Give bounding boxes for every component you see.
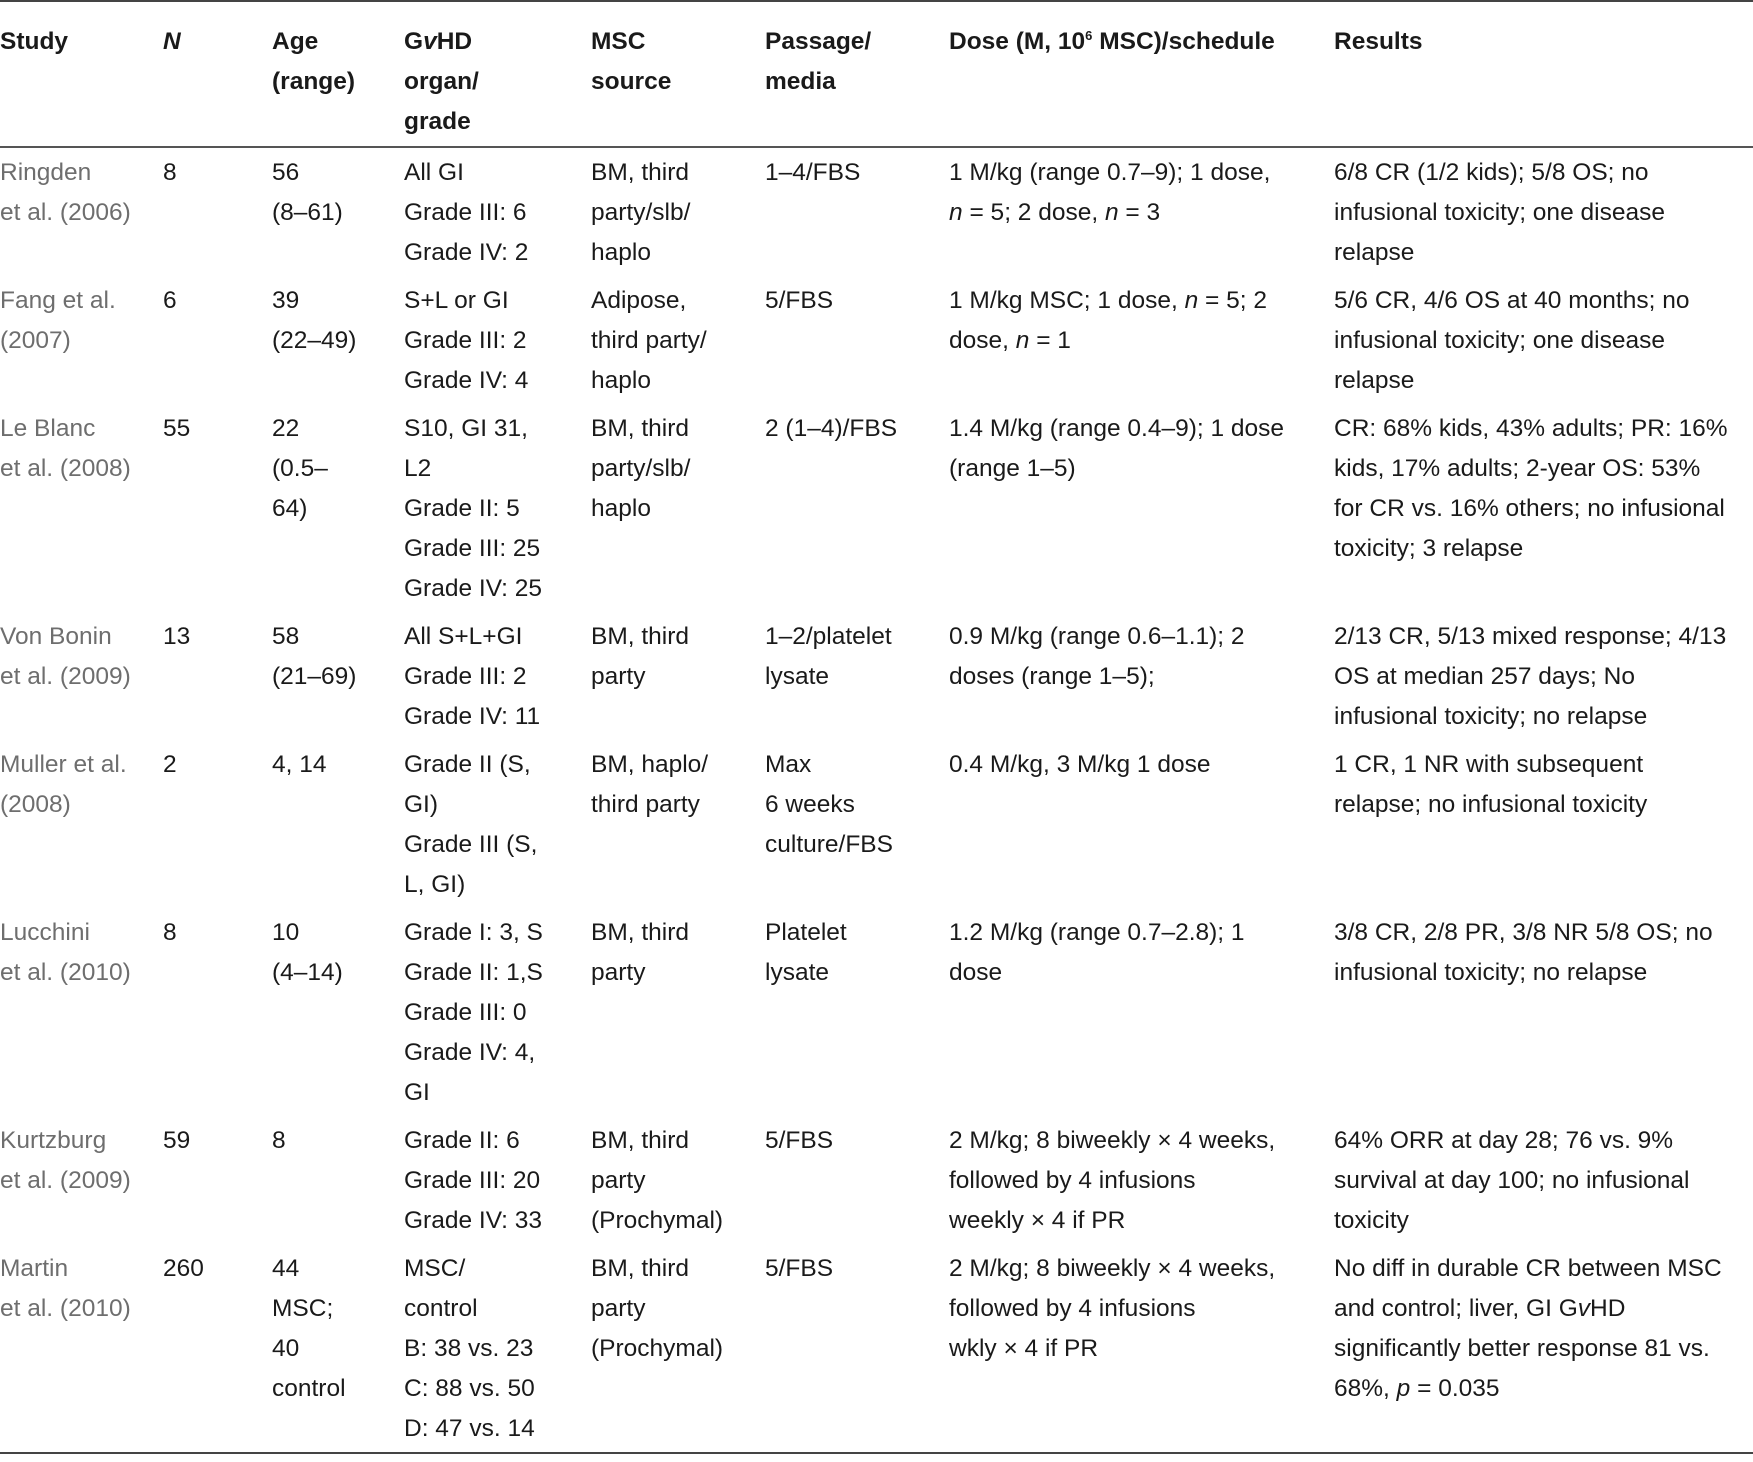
age-cell	[272, 404, 404, 612]
header-study	[0, 1, 163, 147]
gvhd-organ-grade-cell-line: Grade II: 1,S	[404, 959, 543, 986]
passage-media-cell	[765, 1244, 949, 1453]
results-cell-line: toxicity	[1334, 1207, 1409, 1234]
dose-schedule-cell	[949, 276, 1334, 404]
passage-media-cell-line: 5/FBS	[765, 1127, 834, 1154]
results-cell-line: significantly better response 81 vs.	[1334, 1335, 1710, 1362]
msc-source-cell	[591, 1244, 765, 1453]
dose-schedule-cell-line: dose, n = 1	[949, 327, 1071, 354]
study-cell-line: et al. (2006)	[0, 199, 131, 226]
header-age	[272, 1, 404, 147]
passage-media-cell-line: 1–4/FBS	[765, 159, 861, 186]
dose-schedule-cell-line: doses (range 1–5);	[949, 663, 1155, 690]
gvhd-organ-grade-cell	[404, 740, 591, 908]
results-cell-line: 1 CR, 1 NR with subsequent	[1334, 751, 1644, 778]
results-cell	[1334, 908, 1753, 1116]
dose-schedule-cell	[949, 147, 1334, 276]
header-study-line: Study	[0, 28, 69, 55]
header-gvhd-organ-grade-line: organ/	[404, 68, 479, 95]
dose-schedule-cell	[949, 404, 1334, 612]
header-dose-schedule	[949, 1, 1334, 147]
study-cell	[0, 1244, 163, 1453]
dose-schedule-cell	[949, 908, 1334, 1116]
results-cell-line: infusional toxicity; no relapse	[1334, 959, 1648, 986]
header-gvhd-organ-grade-line: grade	[404, 108, 471, 135]
msc-source-cell-line: party/slb/	[591, 199, 691, 226]
passage-media-cell-line: 5/FBS	[765, 1255, 834, 1282]
age-cell-line: 40	[272, 1335, 300, 1362]
gvhd-organ-grade-cell-line: GI	[404, 1079, 430, 1106]
gvhd-organ-grade-cell	[404, 404, 591, 612]
passage-media-cell-line: lysate	[765, 959, 830, 986]
results-cell-line: and control; liver, GI GvHD	[1334, 1295, 1626, 1322]
study-cell	[0, 612, 163, 740]
passage-media-cell	[765, 276, 949, 404]
results-cell-line: 68%, p = 0.035	[1334, 1375, 1500, 1402]
gvhd-organ-grade-cell-line: Grade III (S,	[404, 831, 538, 858]
gvhd-organ-grade-cell-line: Grade I: 3, S	[404, 919, 543, 946]
msc-source-cell-line: BM, haplo/	[591, 751, 709, 778]
n-cell: 260	[163, 1244, 223, 1453]
results-cell-line: kids, 17% adults; 2-year OS: 53%	[1334, 455, 1701, 482]
age-cell-line: (22–49)	[272, 327, 357, 354]
age-cell	[272, 740, 404, 908]
dose-schedule-cell-line: 1 M/kg (range 0.7–9); 1 dose,	[949, 159, 1271, 186]
gap-cell	[223, 276, 272, 404]
gap-cell	[223, 612, 272, 740]
results-cell	[1334, 1244, 1753, 1453]
results-cell-line: survival at day 100; no infusional	[1334, 1167, 1690, 1194]
age-cell	[272, 612, 404, 740]
gvhd-organ-grade-cell-line: D: 47 vs. 14	[404, 1415, 535, 1442]
gvhd-organ-grade-cell	[404, 612, 591, 740]
study-cell-line: Fang et al.	[0, 287, 116, 314]
dose-schedule-cell	[949, 1116, 1334, 1244]
passage-media-cell-line: 6 weeks	[765, 791, 855, 818]
header-dose-schedule-line: Dose (M, $10^6$ MSC)/schedule	[949, 27, 1275, 55]
study-cell-line: Martin	[0, 1255, 69, 1282]
gvhd-organ-grade-cell-line: Grade IV: 4,	[404, 1039, 536, 1066]
header-n-line: N	[163, 28, 181, 55]
age-cell-line: 4, 14	[272, 751, 327, 778]
msc-source-cell-line: party	[591, 663, 646, 690]
passage-media-cell	[765, 1116, 949, 1244]
passage-media-cell	[765, 908, 949, 1116]
results-cell-line: 2/13 CR, 5/13 mixed response; 4/13	[1334, 623, 1727, 650]
dose-schedule-cell-line: 2 M/kg; 8 biweekly × 4 weeks,	[949, 1127, 1276, 1154]
gvhd-organ-grade-cell-line: Grade III: 6	[404, 199, 527, 226]
msc-source-cell-line: Adipose,	[591, 287, 687, 314]
study-cell	[0, 740, 163, 908]
gvhd-organ-grade-cell-line: Grade IV: 11	[404, 703, 541, 730]
age-cell	[272, 276, 404, 404]
msc-source-cell	[591, 908, 765, 1116]
age-cell-line: 39	[272, 287, 300, 314]
dose-schedule-cell-line: (range 1–5)	[949, 455, 1076, 482]
gap-cell	[223, 147, 272, 276]
gvhd-organ-grade-cell-line: Grade IV: 33	[404, 1207, 543, 1234]
msc-source-cell	[591, 276, 765, 404]
study-cell-line: Kurtzburg	[0, 1127, 107, 1154]
passage-media-cell	[765, 147, 949, 276]
dose-schedule-cell-line: 0.4 M/kg, 3 M/kg 1 dose	[949, 751, 1211, 778]
dose-schedule-cell	[949, 1244, 1334, 1453]
study-cell	[0, 404, 163, 612]
msc-source-cell	[591, 612, 765, 740]
gvhd-organ-grade-cell	[404, 147, 591, 276]
passage-media-cell	[765, 404, 949, 612]
header-gvhd-organ-grade	[404, 1, 591, 147]
study-cell-line: et al. (2010)	[0, 959, 131, 986]
results-cell-line: for CR vs. 16% others; no infusional	[1334, 495, 1725, 522]
gvhd-organ-grade-cell-line: L, GI)	[404, 871, 466, 898]
passage-media-cell	[765, 612, 949, 740]
header-passage-media	[765, 1, 949, 147]
header-msc-source	[591, 1, 765, 147]
age-cell-line: (21–69)	[272, 663, 357, 690]
header-gvhd-organ-grade-line: GvHD	[404, 28, 473, 55]
msc-source-cell-line: third party	[591, 791, 700, 818]
header-age-line: (range)	[272, 68, 356, 95]
n-cell: 55	[163, 415, 191, 442]
results-cell-line: No diff in durable CR between MSC	[1334, 1255, 1722, 1282]
dose-schedule-cell-line: followed by 4 infusions	[949, 1295, 1196, 1322]
gvhd-organ-grade-cell-line: control	[404, 1295, 478, 1322]
study-cell	[0, 276, 163, 404]
dose-schedule-cell-line: dose	[949, 959, 1003, 986]
gap-cell	[223, 1244, 272, 1453]
gvhd-organ-grade-cell-line: Grade IV: 2	[404, 239, 529, 266]
header-passage-media-line: media	[765, 68, 836, 95]
study-cell-line: et al. (2009)	[0, 1167, 131, 1194]
table-row	[0, 404, 1753, 612]
n-cell: 2	[163, 751, 177, 778]
gap-cell	[223, 404, 272, 612]
header-msc-source-line: MSC	[591, 28, 646, 55]
results-cell	[1334, 740, 1753, 908]
results-cell-line: 64% ORR at day 28; 76 vs. 9%	[1334, 1127, 1674, 1154]
results-cell-line: relapse; no infusional toxicity	[1334, 791, 1648, 818]
age-cell	[272, 1116, 404, 1244]
study-cell-line: Von Bonin	[0, 623, 112, 650]
study-cell-line: (2007)	[0, 327, 71, 354]
dose-schedule-cell-line: wkly × 4 if PR	[949, 1335, 1099, 1362]
age-cell-line: 44	[272, 1255, 300, 1282]
msc-source-cell-line: (Prochymal)	[591, 1207, 724, 1234]
study-cell-line: Muller et al.	[0, 751, 127, 778]
dose-schedule-cell-line: 1.4 M/kg (range 0.4–9); 1 dose	[949, 415, 1285, 442]
msc-source-cell-line: BM, third	[591, 415, 690, 442]
header-results-line: Results	[1334, 28, 1423, 55]
table-row	[0, 908, 1753, 1116]
age-cell-line: (4–14)	[272, 959, 343, 986]
gvhd-organ-grade-cell-line: Grade III: 0	[404, 999, 527, 1026]
dose-schedule-cell-line: 1.2 M/kg (range 0.7–2.8); 1	[949, 919, 1245, 946]
msc-source-cell	[591, 740, 765, 908]
gvhd-organ-grade-cell-line: B: 38 vs. 23	[404, 1335, 534, 1362]
table-row	[0, 612, 1753, 740]
results-cell-line: infusional toxicity; one disease	[1334, 199, 1665, 226]
study-cell-line: (2008)	[0, 791, 71, 818]
dose-schedule-cell	[949, 612, 1334, 740]
gvhd-organ-grade-cell-line: Grade III: 2	[404, 663, 527, 690]
study-cell-line: Ringden	[0, 159, 92, 186]
header-row	[0, 1, 1753, 147]
gvhd-organ-grade-cell-line: S10, GI 31,	[404, 415, 528, 442]
msc-source-cell-line: party	[591, 1167, 646, 1194]
results-cell	[1334, 612, 1753, 740]
msc-source-cell	[591, 404, 765, 612]
study-cell-line: et al. (2010)	[0, 1295, 131, 1322]
passage-media-cell-line: Max	[765, 751, 812, 778]
results-cell	[1334, 147, 1753, 276]
header-msc-source-line: source	[591, 68, 672, 95]
study-cell-line: Lucchini	[0, 919, 90, 946]
results-cell-line: CR: 68% kids, 43% adults; PR: 16%	[1334, 415, 1728, 442]
gvhd-organ-grade-cell-line: Grade IV: 25	[404, 575, 543, 602]
passage-media-cell-line: Platelet	[765, 919, 847, 946]
passage-media-cell-line: 5/FBS	[765, 287, 834, 314]
results-cell	[1334, 276, 1753, 404]
age-cell-line: 8	[272, 1127, 286, 1154]
age-cell-line: 10	[272, 919, 300, 946]
dose-schedule-cell-line: n = 5; 2 dose, n = 3	[949, 199, 1161, 226]
gap-cell	[223, 1116, 272, 1244]
results-cell	[1334, 404, 1753, 612]
n-cell: 8	[163, 159, 177, 186]
gvhd-organ-grade-cell-line: Grade II (S,	[404, 751, 531, 778]
gvhd-organ-grade-cell-line: Grade IV: 4	[404, 367, 529, 394]
results-cell-line: 6/8 CR (1/2 kids); 5/8 OS; no	[1334, 159, 1649, 186]
results-cell-line: infusional toxicity; no relapse	[1334, 703, 1648, 730]
n-cell: 59	[163, 1127, 191, 1154]
msc-source-cell	[591, 147, 765, 276]
dose-schedule-cell-line: followed by 4 infusions	[949, 1167, 1196, 1194]
gvhd-organ-grade-cell-line: Grade II: 5	[404, 495, 520, 522]
header-passage-media-line: Passage/	[765, 28, 872, 55]
gvhd-organ-grade-cell-line: MSC/	[404, 1255, 466, 1282]
header-n	[163, 1, 223, 147]
age-cell-line: control	[272, 1375, 346, 1402]
gvhd-organ-grade-cell-line: S+L or GI	[404, 287, 509, 314]
results-cell-line: 3/8 CR, 2/8 PR, 3/8 NR 5/8 OS; no	[1334, 919, 1713, 946]
msc-source-cell-line: haplo	[591, 239, 651, 266]
age-cell-line: 64)	[272, 495, 308, 522]
passage-media-cell-line: 2 (1–4)/FBS	[765, 415, 898, 442]
gvhd-organ-grade-cell-line: Grade III: 25	[404, 535, 541, 562]
msc-source-cell-line: BM, third	[591, 1255, 690, 1282]
dose-schedule-cell-line: 1 M/kg MSC; 1 dose, n = 5; 2	[949, 287, 1267, 314]
age-cell	[272, 1244, 404, 1453]
gap-cell	[223, 908, 272, 1116]
age-cell-line: 22	[272, 415, 300, 442]
results-cell-line: 5/6 CR, 4/6 OS at 40 months; no	[1334, 287, 1690, 314]
gvhd-organ-grade-cell-line: All GI	[404, 159, 464, 186]
header-age-line: Age	[272, 28, 319, 55]
passage-media-cell	[765, 740, 949, 908]
dose-schedule-cell	[949, 740, 1334, 908]
study-cell	[0, 1116, 163, 1244]
results-cell-line: toxicity; 3 relapse	[1334, 535, 1524, 562]
gvhd-organ-grade-cell-line: Grade II: 6	[404, 1127, 520, 1154]
gvhd-organ-grade-cell-line: C: 88 vs. 50	[404, 1375, 535, 1402]
msc-source-cell-line: haplo	[591, 495, 651, 522]
study-cell-line: et al. (2008)	[0, 455, 131, 482]
msc-source-cell	[591, 1116, 765, 1244]
results-cell-line: relapse	[1334, 367, 1415, 394]
dose-schedule-cell-line: weekly × 4 if PR	[949, 1207, 1126, 1234]
results-cell-line: relapse	[1334, 239, 1415, 266]
msc-source-cell-line: BM, third	[591, 623, 690, 650]
study-cell-line: et al. (2009)	[0, 663, 131, 690]
study-cell	[0, 908, 163, 1116]
msc-source-cell-line: party/slb/	[591, 455, 691, 482]
gvhd-organ-grade-cell	[404, 276, 591, 404]
msc-source-cell-line: third party/	[591, 327, 707, 354]
study-cell	[0, 147, 163, 276]
gap-cell	[223, 740, 272, 908]
results-cell	[1334, 1116, 1753, 1244]
header-gap	[223, 1, 272, 147]
results-cell-line: infusional toxicity; one disease	[1334, 327, 1665, 354]
gvhd-organ-grade-cell-line: L2	[404, 455, 432, 482]
age-cell-line: 58	[272, 623, 300, 650]
passage-media-cell-line: culture/FBS	[765, 831, 893, 858]
age-cell-line: (8–61)	[272, 199, 343, 226]
table-body	[0, 147, 1753, 1453]
dose-schedule-cell-line: 2 M/kg; 8 biweekly × 4 weeks,	[949, 1255, 1276, 1282]
table-row	[0, 1244, 1753, 1453]
table-row	[0, 1116, 1753, 1244]
age-cell	[272, 908, 404, 1116]
msc-source-cell-line: party	[591, 959, 646, 986]
table-row	[0, 147, 1753, 276]
age-cell-line: MSC;	[272, 1295, 334, 1322]
gvhd-organ-grade-cell	[404, 1116, 591, 1244]
header-dose-exponent: 6	[1085, 27, 1093, 43]
msc-source-cell-line: (Prochymal)	[591, 1335, 724, 1362]
passage-media-cell-line: 1–2/platelet	[765, 623, 892, 650]
header-results	[1334, 1, 1753, 147]
age-cell-line: 56	[272, 159, 300, 186]
table-row	[0, 740, 1753, 908]
study-cell-line: Le Blanc	[0, 415, 96, 442]
dose-schedule-cell-line: 0.9 M/kg (range 0.6–1.1); 2	[949, 623, 1245, 650]
msc-source-cell-line: party	[591, 1295, 646, 1322]
age-cell	[272, 147, 404, 276]
gvhd-organ-grade-cell-line: Grade III: 2	[404, 327, 527, 354]
gvhd-organ-grade-cell-line: Grade III: 20	[404, 1167, 541, 1194]
n-cell: 13	[163, 623, 191, 650]
age-cell-line: (0.5–	[272, 455, 328, 482]
msc-source-cell-line: BM, third	[591, 159, 690, 186]
table-row	[0, 276, 1753, 404]
n-cell: 6	[163, 287, 177, 314]
msc-source-cell-line: haplo	[591, 367, 651, 394]
n-cell: 8	[163, 919, 177, 946]
passage-media-cell-line: lysate	[765, 663, 830, 690]
msc-source-cell-line: BM, third	[591, 1127, 690, 1154]
gvhd-organ-grade-cell	[404, 908, 591, 1116]
msc-source-cell-line: BM, third	[591, 919, 690, 946]
gvhd-organ-grade-cell-line: GI)	[404, 791, 439, 818]
results-cell-line: OS at median 257 days; No	[1334, 663, 1635, 690]
gvhd-organ-grade-cell	[404, 1244, 591, 1453]
gvhd-organ-grade-cell-line: All S+L+GI	[404, 623, 523, 650]
